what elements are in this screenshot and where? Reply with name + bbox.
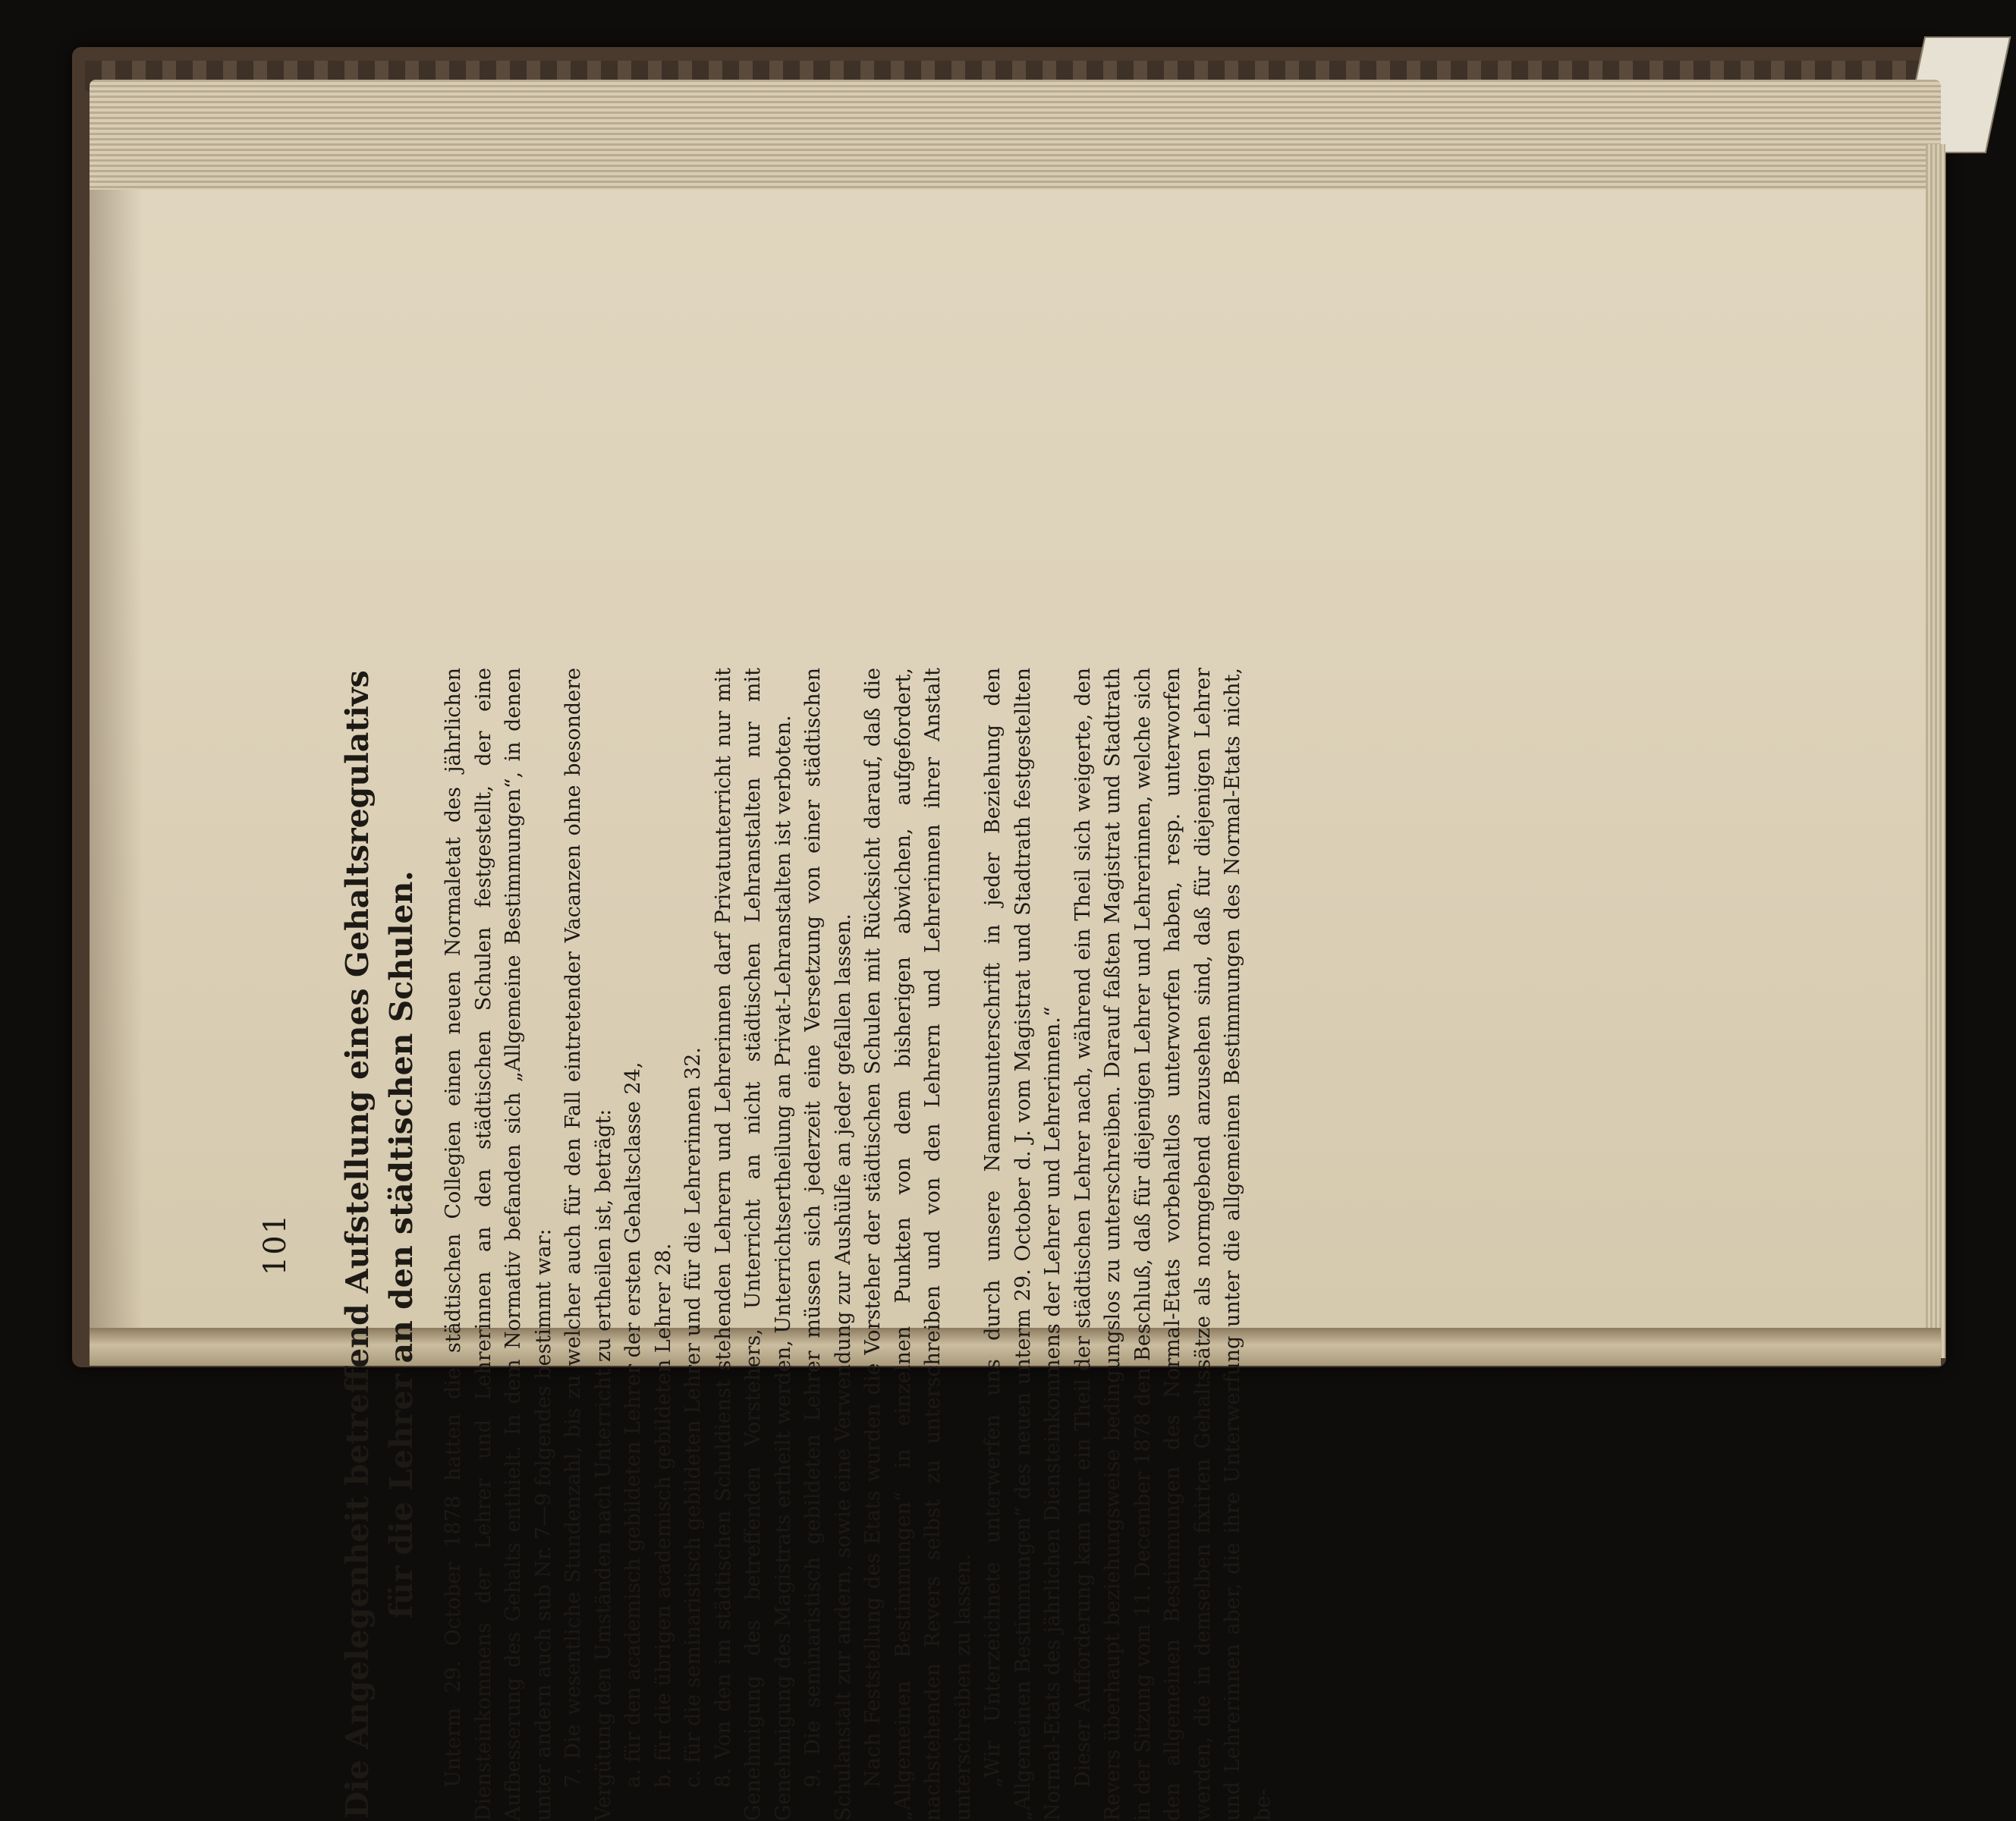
list-item: c. für die seminaristisch gebildeten Lehrer und für die Lehrerinnen 32.: [681, 1047, 705, 1788]
paragraph: 7. Die wesentliche Stundenzahl, bis zu welcher auch für den Fall eintretender Vacanzen ohne besondere Vergütung den Umständen nach Unterricht zu ertheilen ist, beträgt:: [561, 668, 615, 1821]
page-title: Die Angelegenheit betreffend Aufstellung eines Gehaltsregulativs für die Lehrer an den städtischen Schulen.: [339, 670, 420, 1819]
paragraph: Nach Feststellung des Etats wurden die Vorsteher der städtischen Schulen mit Rücksicht darauf, daß die „Allgemeinen Bestimmungen“ in einzelnen Punkten von dem bisherigen abwichen, aufgefordert, nachstehenden Revers selbst zu unterschreiben und von den Lehrern und Lehrerinnen ihrer Anstalt unterschreiben zu lassen.: [861, 668, 975, 1821]
paragraph: 9. Die seminaristisch gebildeten Lehrer müssen sich jederzeit eine Versetzung von einer städtischen Schulanstalt zur andern, sowie eine Verwendung zur Aushülfe an jeder gefallen lassen.: [801, 668, 855, 1821]
page-stack: [90, 80, 1941, 201]
page-number: 101: [258, 1212, 293, 1276]
page-text-block: [258, 668, 1775, 1821]
paragraph: Unterm 29. October 1878 hatten die städtischen Collegien einen neuen Normaletat des jährlichen Diensteinkommens der Lehrer und Lehrerinnen an den städtischen Schulen festgestellt, der eine Aufbesserung des Gehalts enthielt. In dem Normativ befanden sich „Allgemeine Bestimmungen“, in denen unter andern auch sub Nr. 7—9 folgendes bestimmt war:: [442, 668, 555, 1821]
list-item: a. für den academisch gebildeten Lehrer der ersten Gehaltsclasse 24,: [621, 1061, 645, 1788]
paragraph: „Wir Unterzeichnete unterwerfen uns durch unsere Namensunterschrift in jeder Beziehung den „Allgemeinen Bestimmungen“ des neuen unterm 29. October d. J. vom Magistrat und Stadtrath festgestellten Normal-Etats des jährlichen Diensteinkommens der Lehrer und Lehrerinnen.“: [981, 668, 1065, 1821]
page-edges: [1926, 144, 1945, 1358]
paragraph: Dieser Aufforderung kam nur ein Theil der städtischen Lehrer nach, während ein Theil sich weigerte, den Revers überhaupt beziehungsweise bedingungslos zu unterschreiben. Darauf faßten Magistrat und Stadtrath in der Sitzung vom 11. December 1878 den Beschluß, daß für diejenigen Lehrer und Lehrerinnen, welche sich den allgemeinen Bestimmungen des Normal-Etats vorbehaltlos unterworfen haben, resp. unterworfen werden, die in demselben fixirten Gehaltssätze als normgebend anzusehen sind, daß für diejenigen Lehrer und Lehrerinnen aber, die ihre Unterwerfung unter die allgemeinen Bestimmungen des Normal-Etats nicht, be-: [1071, 668, 1275, 1821]
paragraph: 8. Von den im städtischen Schuldienst stehenden Lehrern und Lehrerinnen darf Privatunterricht nur mit Genehmigung des betreffenden Vorstehers, Unterricht an nicht städtischen Lehranstalten nur mit Genehmigung des Magistrats ertheilt werden, Unterrichtsertheilung an Privat-Lehranstalten ist verboten.: [711, 668, 795, 1821]
page-shadow: [90, 190, 143, 1328]
list-item: b. für die übrigen academisch gebildeten Lehrer 28.: [651, 1243, 675, 1788]
